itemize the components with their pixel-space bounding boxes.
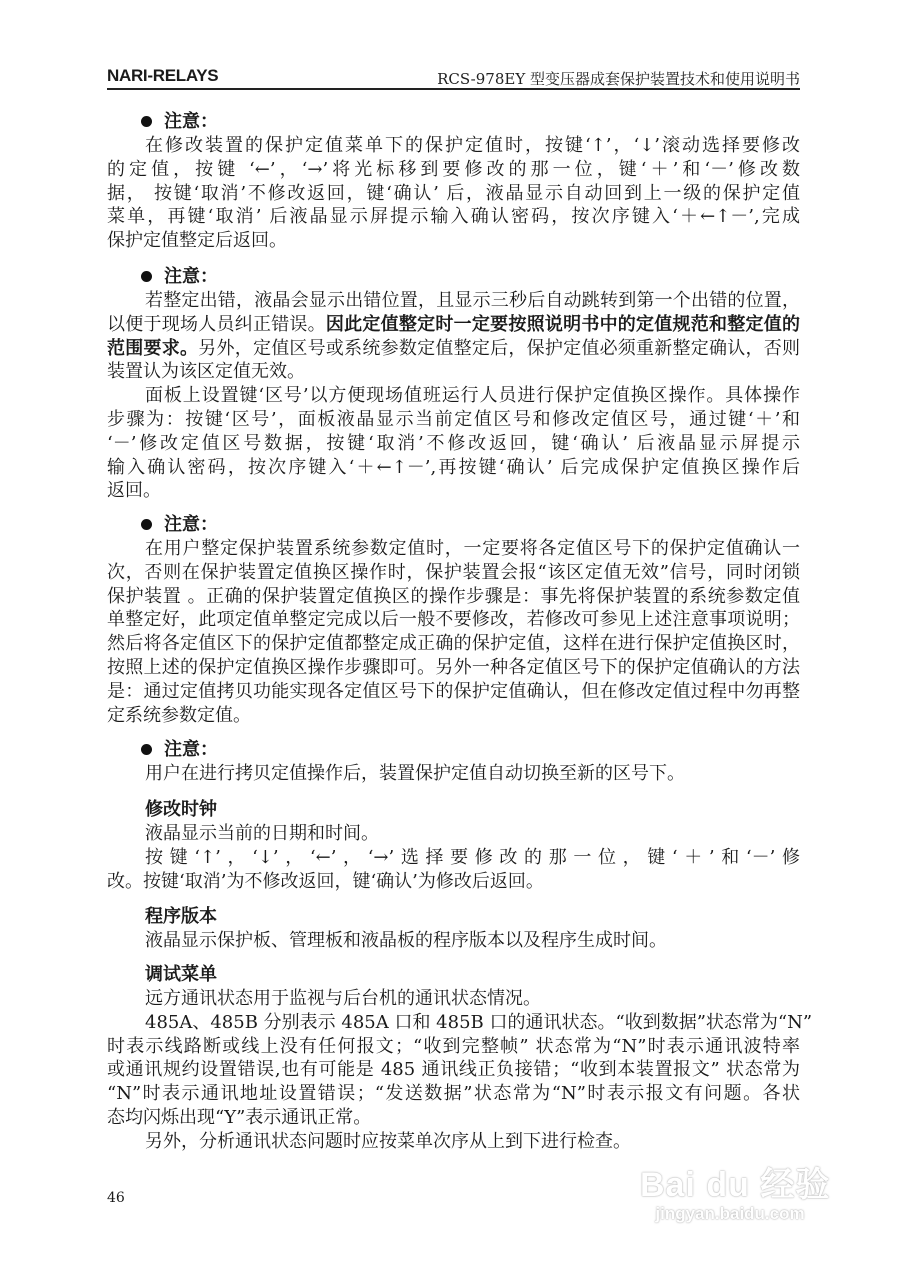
section-heading — [107, 963, 800, 987]
text-line: 面板上设置键‘区号’以方便现场值班运行人员进行保护定值换区操作。具体操作 — [145, 385, 800, 407]
text-line: 返回。 — [107, 480, 161, 502]
text-line: 在用户整定保护装置系统参数定值时，一定要将各定值区号下的保护定值确认一 — [145, 538, 800, 559]
note-heading — [107, 513, 800, 537]
bullet-icon — [141, 116, 152, 127]
emphasis-text: 因此定值整定时一定要按照说明书中的定值规范和整定值的 — [325, 313, 801, 335]
section — [107, 738, 800, 786]
text-line: 态均闪烁出现“Y”表示通讯正常。 — [107, 1106, 372, 1128]
note-heading — [107, 738, 800, 762]
text-line: 时表示线路断或线上没有任何报文；“收到完整帧” 状态常为“N”时表示通讯波特率 — [107, 1035, 800, 1057]
text-line: 在修改装置的保护定值菜单下的保护定值时，按键‘↑’，‘↓’滚动选择要修改 — [145, 135, 800, 156]
text-line: 液晶显示保护板、管理板和液晶板的程序版本以及程序生成时间。 — [145, 930, 667, 951]
text-line: 保护装置 。正确的保护装置定值换区的操作步骤是：事先将保护装置的系统参数定值 — [107, 585, 800, 607]
text-line: “N”时表示通讯地址设置错误；“发送数据”状态常为“N”时表示报文有问题。各状 — [107, 1083, 800, 1105]
text-line: 若整定出错，液晶会显示出错位置，且显示三秒后自动跳转到第一个出错的位置， — [145, 290, 800, 311]
text-line: 步骤为：按键‘区号’，面板液晶显示当前定值区号和修改定值区号，通过键‘＋’和 — [107, 408, 800, 430]
text-line: 的定值，按键 ‘←’，‘→’将光标移到要修改的那一位，键‘＋’和‘－’修改数 — [107, 158, 800, 180]
watermark-url: jingyan.baidu.com — [655, 1204, 805, 1223]
section-heading — [107, 798, 800, 822]
text-line: 菜单，再键‘取消’ 后液晶显示屏提示输入确认密码，按次序键入‘＋←↑－’,完成 — [107, 206, 800, 228]
bullet-icon — [141, 519, 152, 530]
section-heading — [107, 905, 800, 929]
section — [107, 513, 800, 727]
text-line: 或通讯规约设置错误,也有可能是 485 通讯线正负接错；“收到本装置报文” 状态常为 — [107, 1059, 800, 1081]
emphasis-text: 范围要求。 — [107, 337, 199, 359]
heading-text: 注意： — [164, 111, 218, 132]
text-line: 485A、485B 分别表示 485A 口和 485B 口的通讯状态。“收到数据”状态常为“N” — [145, 1011, 813, 1033]
text-line: ‘－’修改定值区号数据，按键‘取消’不修改返回，键‘确认’ 后液晶显示屏提示 — [107, 432, 800, 454]
text-line: 改。按键‘取消’为不修改返回，键‘确认’为修改后返回。 — [107, 870, 544, 892]
text-line — [107, 313, 800, 337]
heading-text: 调试菜单 — [145, 964, 217, 985]
watermark-brand: Bai du 经验 — [640, 1166, 831, 1204]
section — [107, 265, 800, 503]
text-line: 定系统参数定值。 — [107, 704, 251, 726]
section — [107, 963, 813, 1154]
text-line: 装置认为该区定值无效。 — [107, 361, 305, 383]
text-line: 液晶显示当前的日期和时间。 — [145, 823, 379, 844]
text-line — [107, 337, 800, 361]
page-number: 46 — [107, 1190, 125, 1206]
section — [107, 798, 800, 893]
text-line: 按照上述的保护定值换区操作步骤即可。另外一种各定值区号下的保护定值确认的方法 — [107, 656, 800, 678]
note-heading — [107, 110, 800, 134]
note-heading — [107, 265, 800, 289]
text-line: 然后将各定值区下的保护定值都整定成正确的保护定值，这样在进行保护定值换区时， — [107, 633, 800, 655]
text-line: 另外，分析通讯状态问题时应按菜单次序从上到下进行检查。 — [145, 1130, 631, 1152]
heading-text: 注意： — [164, 514, 218, 535]
header-rule — [107, 88, 800, 90]
text-line: 用户在进行拷贝定值操作后，装置保护定值自动切换至新的区号下。 — [145, 763, 685, 784]
section — [107, 110, 800, 253]
heading-text: 修改时钟 — [145, 799, 217, 820]
section — [107, 905, 800, 953]
text-line: 保护定值整定后返回。 — [107, 230, 287, 252]
text-line: 是：通过定值拷贝功能实现各定值区号下的保护定值确认，但在修改定值过程中勿再整 — [107, 680, 800, 702]
bullet-icon — [141, 744, 152, 755]
text-segment: 以便于现场人员纠正错误。 — [107, 313, 326, 335]
watermark-logo — [640, 1166, 831, 1224]
text-line: 据， 按键‘取消’不修改返回，键‘确认’ 后，液晶显示自动回到上一级的保护定值 — [107, 182, 800, 204]
text-segment: 另外，定值区号或系统参数定值整定后，保护定值必须重新整定确认，否则 — [198, 337, 800, 359]
header-title: RCS-978EY 型变压器成套保护装置技术和使用说明书 — [437, 70, 800, 88]
header-brand: NARI-RELAYS — [107, 66, 219, 85]
heading-text: 程序版本 — [145, 906, 217, 927]
text-line: 单整定好，此项定值单整定完成以后一般不要修改，若修改可参见上述注意事项说明； — [107, 609, 800, 631]
text-line: 按键‘↑’，‘↓’，‘←’，‘→’选择要修改的那一位，键‘＋’和‘－’修 — [145, 846, 800, 868]
text-line: 输入确认密码，按次序键入‘＋←↑－’,再按键‘确认’ 后完成保护定值换区操作后 — [107, 456, 800, 478]
heading-text: 注意： — [164, 266, 218, 287]
heading-text: 注意： — [164, 739, 218, 760]
text-line: 次，否则在保护装置定值换区操作时，保护装置会报“该区定值无效”信号，同时闭锁 — [107, 561, 800, 583]
bullet-icon — [141, 271, 152, 282]
text-line: 远方通讯状态用于监视与后台机的通讯状态情况。 — [145, 988, 541, 1009]
